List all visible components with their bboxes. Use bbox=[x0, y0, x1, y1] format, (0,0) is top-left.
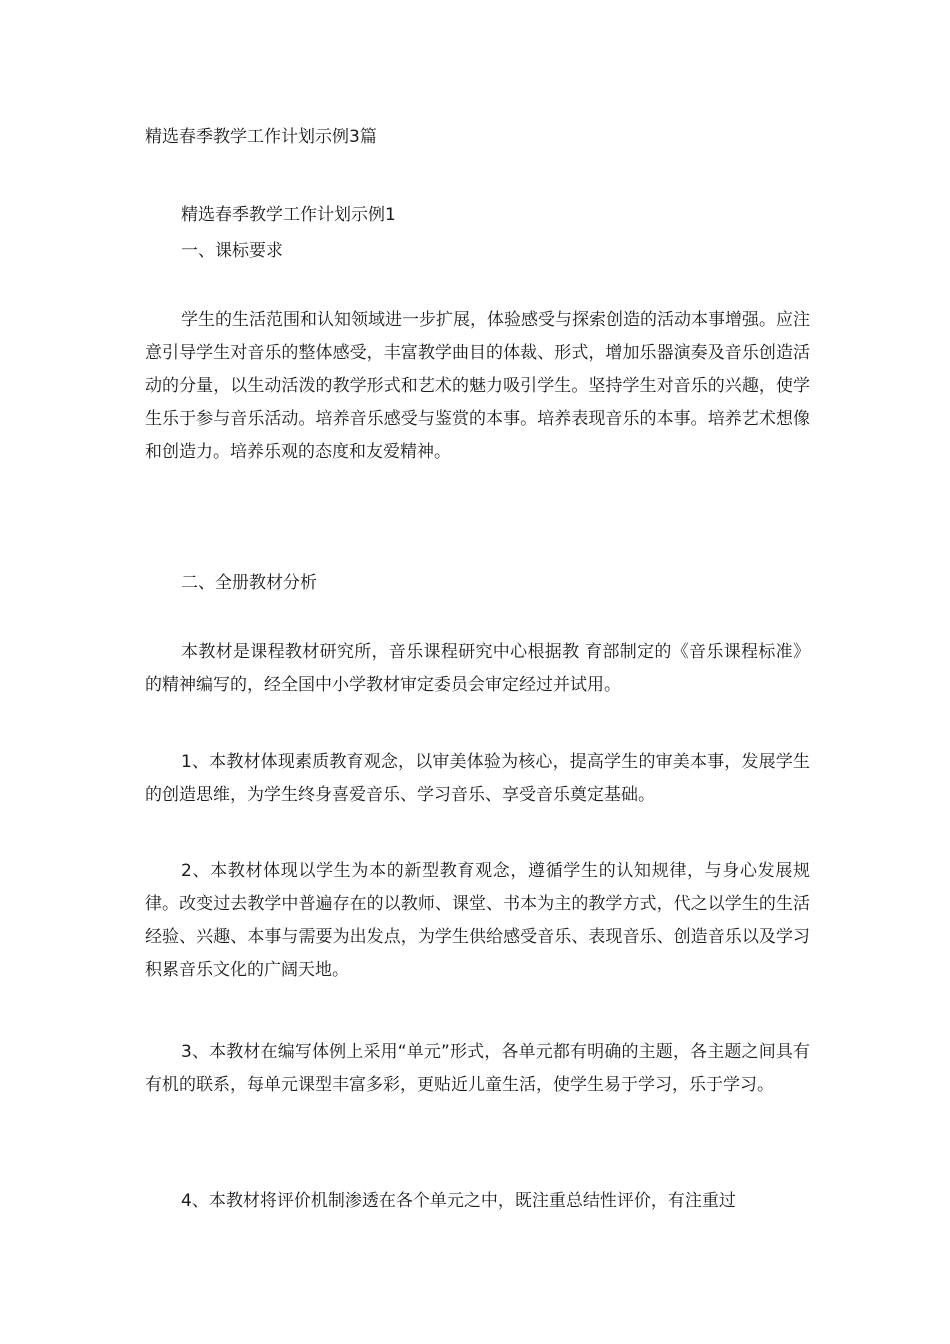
paragraph-curriculum-requirements: 学生的生活范围和认知领域进一步扩展，体验感受与探索创造的活动本事增强。应注意引导学生对音乐的整体感受，丰富教学曲目的体裁、形式，增加乐器演奏及音乐创造活动的分量，以生动活泼的教学形式和艺术的魅力吸引学生。坚持学生对音乐的兴趣，使学生乐于参与音乐活动。培养音乐感受与鉴赏的本事。培养表现音乐的本事。培养艺术想像和创造力。培养乐观的态度和友爱精神。 bbox=[145, 310, 810, 462]
section-title: 精选春季教学工作计划示例1 bbox=[181, 205, 396, 225]
paragraph-textbook-intro: 本教材是课程教材研究所，音乐课程研究中心根据教 育部制定的《音乐课程标准》的精神编写的，经全国中小学教材审定委员会审定经过并试用。 bbox=[145, 642, 810, 695]
document-title: 精选春季教学工作计划示例3篇 bbox=[145, 127, 377, 147]
list-item-2: 2、本教材体现以学生为本的新型教育观念，遵循学生的认知规律，与身心发展规律。改变过去教学中普遍存在的以教师、课堂、书本为主的教学方式，代之以学生的生活经验、兴趣、本事与需要为出发点，为学生供给感受音乐、表现音乐、创造音乐以及学习积累音乐文化的广阔天地。 bbox=[145, 861, 810, 980]
list-item-1: 1、本教材体现素质教育观念，以审美体验为核心，提高学生的审美本事，发展学生的创造思维，为学生终身喜爱音乐、学习音乐、享受音乐奠定基础。 bbox=[145, 752, 810, 805]
list-item-4: 4、本教材将评价机制渗透在各个单元之中，既注重总结性评价，有注重过 bbox=[181, 1191, 736, 1211]
heading-curriculum-requirements: 一、课标要求 bbox=[181, 241, 283, 261]
list-item-3: 3、本教材在编写体例上采用“单元”形式，各单元都有明确的主题，各主题之间具有有机的联系，每单元课型丰富多彩，更贴近儿童生活，使学生易于学习，乐于学习。 bbox=[145, 1042, 810, 1095]
heading-textbook-analysis: 二、全册教材分析 bbox=[181, 573, 317, 593]
